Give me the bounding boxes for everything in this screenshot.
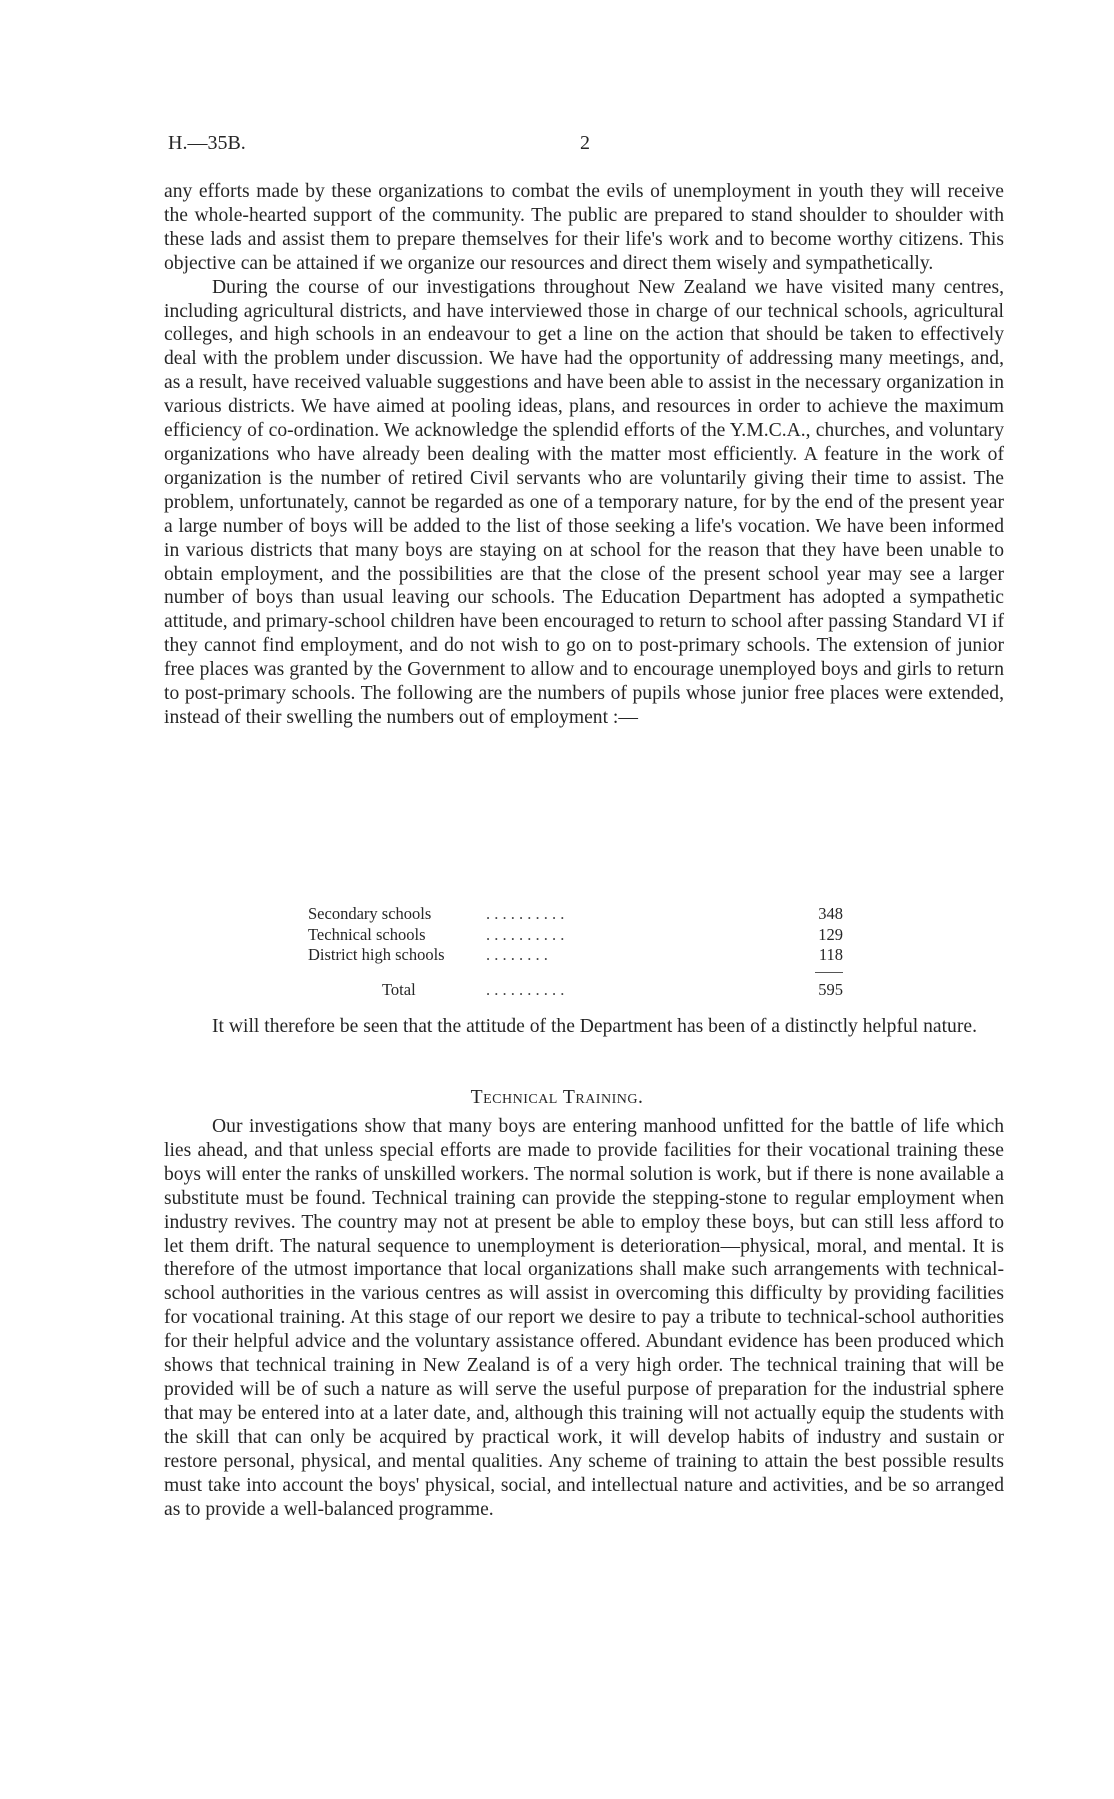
body-text-after-table [164, 1015, 1004, 1039]
row-value: 348 [818, 904, 843, 923]
dot-leader: . . . . . . . . . . [486, 924, 565, 944]
row-value: 129 [818, 924, 843, 944]
page-number: 2 [580, 132, 590, 154]
section-heading: Technical Training. [470, 1087, 644, 1108]
paragraph-technical-training: Our investigations show that many boys are entering manhood unfitted for the battle of life which lies ahead, and that unless special efforts are made to provide facilities for their vocational training these boys will enter the ranks of unskilled workers. The normal solution is work, but if there is none available a substitute must be found. Technical training can provide the stepping-stone to regular employment when industry revives. The country may not at present be able to employ these boys, but can still less afford to let them drift. The natural sequence to unemployment is deterioration—physical, moral, and mental. It is therefore of the utmost importance that local organizations shall make such arrangements with technical-school authorities in the various centres as will assist in overcoming this difficulty by providing facilities for vocational training. At this stage of our report we desire to pay a tribute to technical-school authorities for their helpful advice and the voluntary assistance offered. Abundant evidence has been produced which shows that technical training in New Zealand is of a very high order. The technical training that will be provided will be of such a nature as will serve the useful purpose of preparation for the industrial sphere that may be entered into at a later date, and, although this training will not actually equip the students with the skill that can only be acquired by practical work, it will develop habits of industry and sustain or restore personal, physical, and mental qualities. Any scheme of training to attain the best possible results must take into account the boys' physical, social, and intellectual nature and activities, and be so arranged as to provide a well-balanced programme. [164, 1116, 1004, 1520]
row-label: Secondary schools [308, 904, 432, 923]
row-label: District high schools [308, 945, 445, 964]
pupils-table [308, 904, 843, 1000]
table-row [308, 904, 843, 925]
table-row [308, 925, 843, 946]
total-label: Total [382, 979, 416, 999]
body-text-technical [164, 1115, 1004, 1521]
table-total-row [308, 980, 843, 1001]
dot-leader: . . . . . . . . . . [486, 904, 565, 923]
total-value: 595 [818, 979, 843, 999]
table-row [308, 945, 843, 966]
dot-leader: . . . . . . . . [486, 945, 548, 964]
body-text-top [164, 180, 1004, 730]
dot-leader: . . . . . . . . . . [486, 979, 565, 999]
page-header [168, 132, 994, 160]
paragraph-department-attitude: It will therefore be seen that the attitude of the Department has been of a distinctly helpful nature. [212, 1016, 977, 1037]
total-rule [308, 966, 843, 980]
paragraph-continued: any efforts made by these organizations to combat the evils of unemployment in youth they will receive the whole-hearted support of the community. The public are prepared to stand shoulder to shoulder with these lads and assist them to prepare themselves for their life's work and to become worthy citizens. This objective can be attained if we organize our resources and direct them wisely and sympathetically. [164, 181, 1004, 274]
rule-line [815, 972, 843, 973]
document-reference: H.—35B. [168, 132, 246, 154]
row-label: Technical schools [308, 924, 426, 944]
row-value: 118 [818, 945, 843, 964]
paragraph-investigations: During the course of our investigations throughout New Zealand we have visited many centres, including agricultural districts, and have interviewed those in charge of our technical schools, agricultural colleges, and high schools in an endeavour to get a line on the action that should be taken to effectively deal with the problem under discussion. We have had the opportunity of addressing many meetings, and, as a result, have received valuable suggestions and have been able to assist in the necessary organization in various districts. We have aimed at pooling ideas, plans, and resources in order to achieve the maximum efficiency of co-ordination. We acknowledge the splendid efforts of the Y.M.C.A., churches, and voluntary organizations who have already been dealing with the matter most efficiently. A feature in the work of organization is the number of retired Civil servants who are voluntarily giving their time to assist. The problem, unfortunately, cannot be regarded as one of a temporary nature, for by the end of the present year a large number of boys will be added to the list of those seeking a life's vocation. We have been informed in various districts that many boys are staying on at school for the reason that they have been unable to obtain employment, and the possibilities are that the close of the present school year may see a larger number of boys than usual leaving our schools. The Education Department has adopted a sympathetic attitude, and primary-school children have been encouraged to return to school after passing Standard VI if they cannot find employment, and do not wish to go on to post-primary schools. The extension of junior free places was granted by the Government to allow and to encourage unemployed boys and girls to return to post-primary schools. The following are the numbers of pupils whose junior free places were extended, instead of their swelling the numbers out of employment :— [164, 276, 1004, 728]
